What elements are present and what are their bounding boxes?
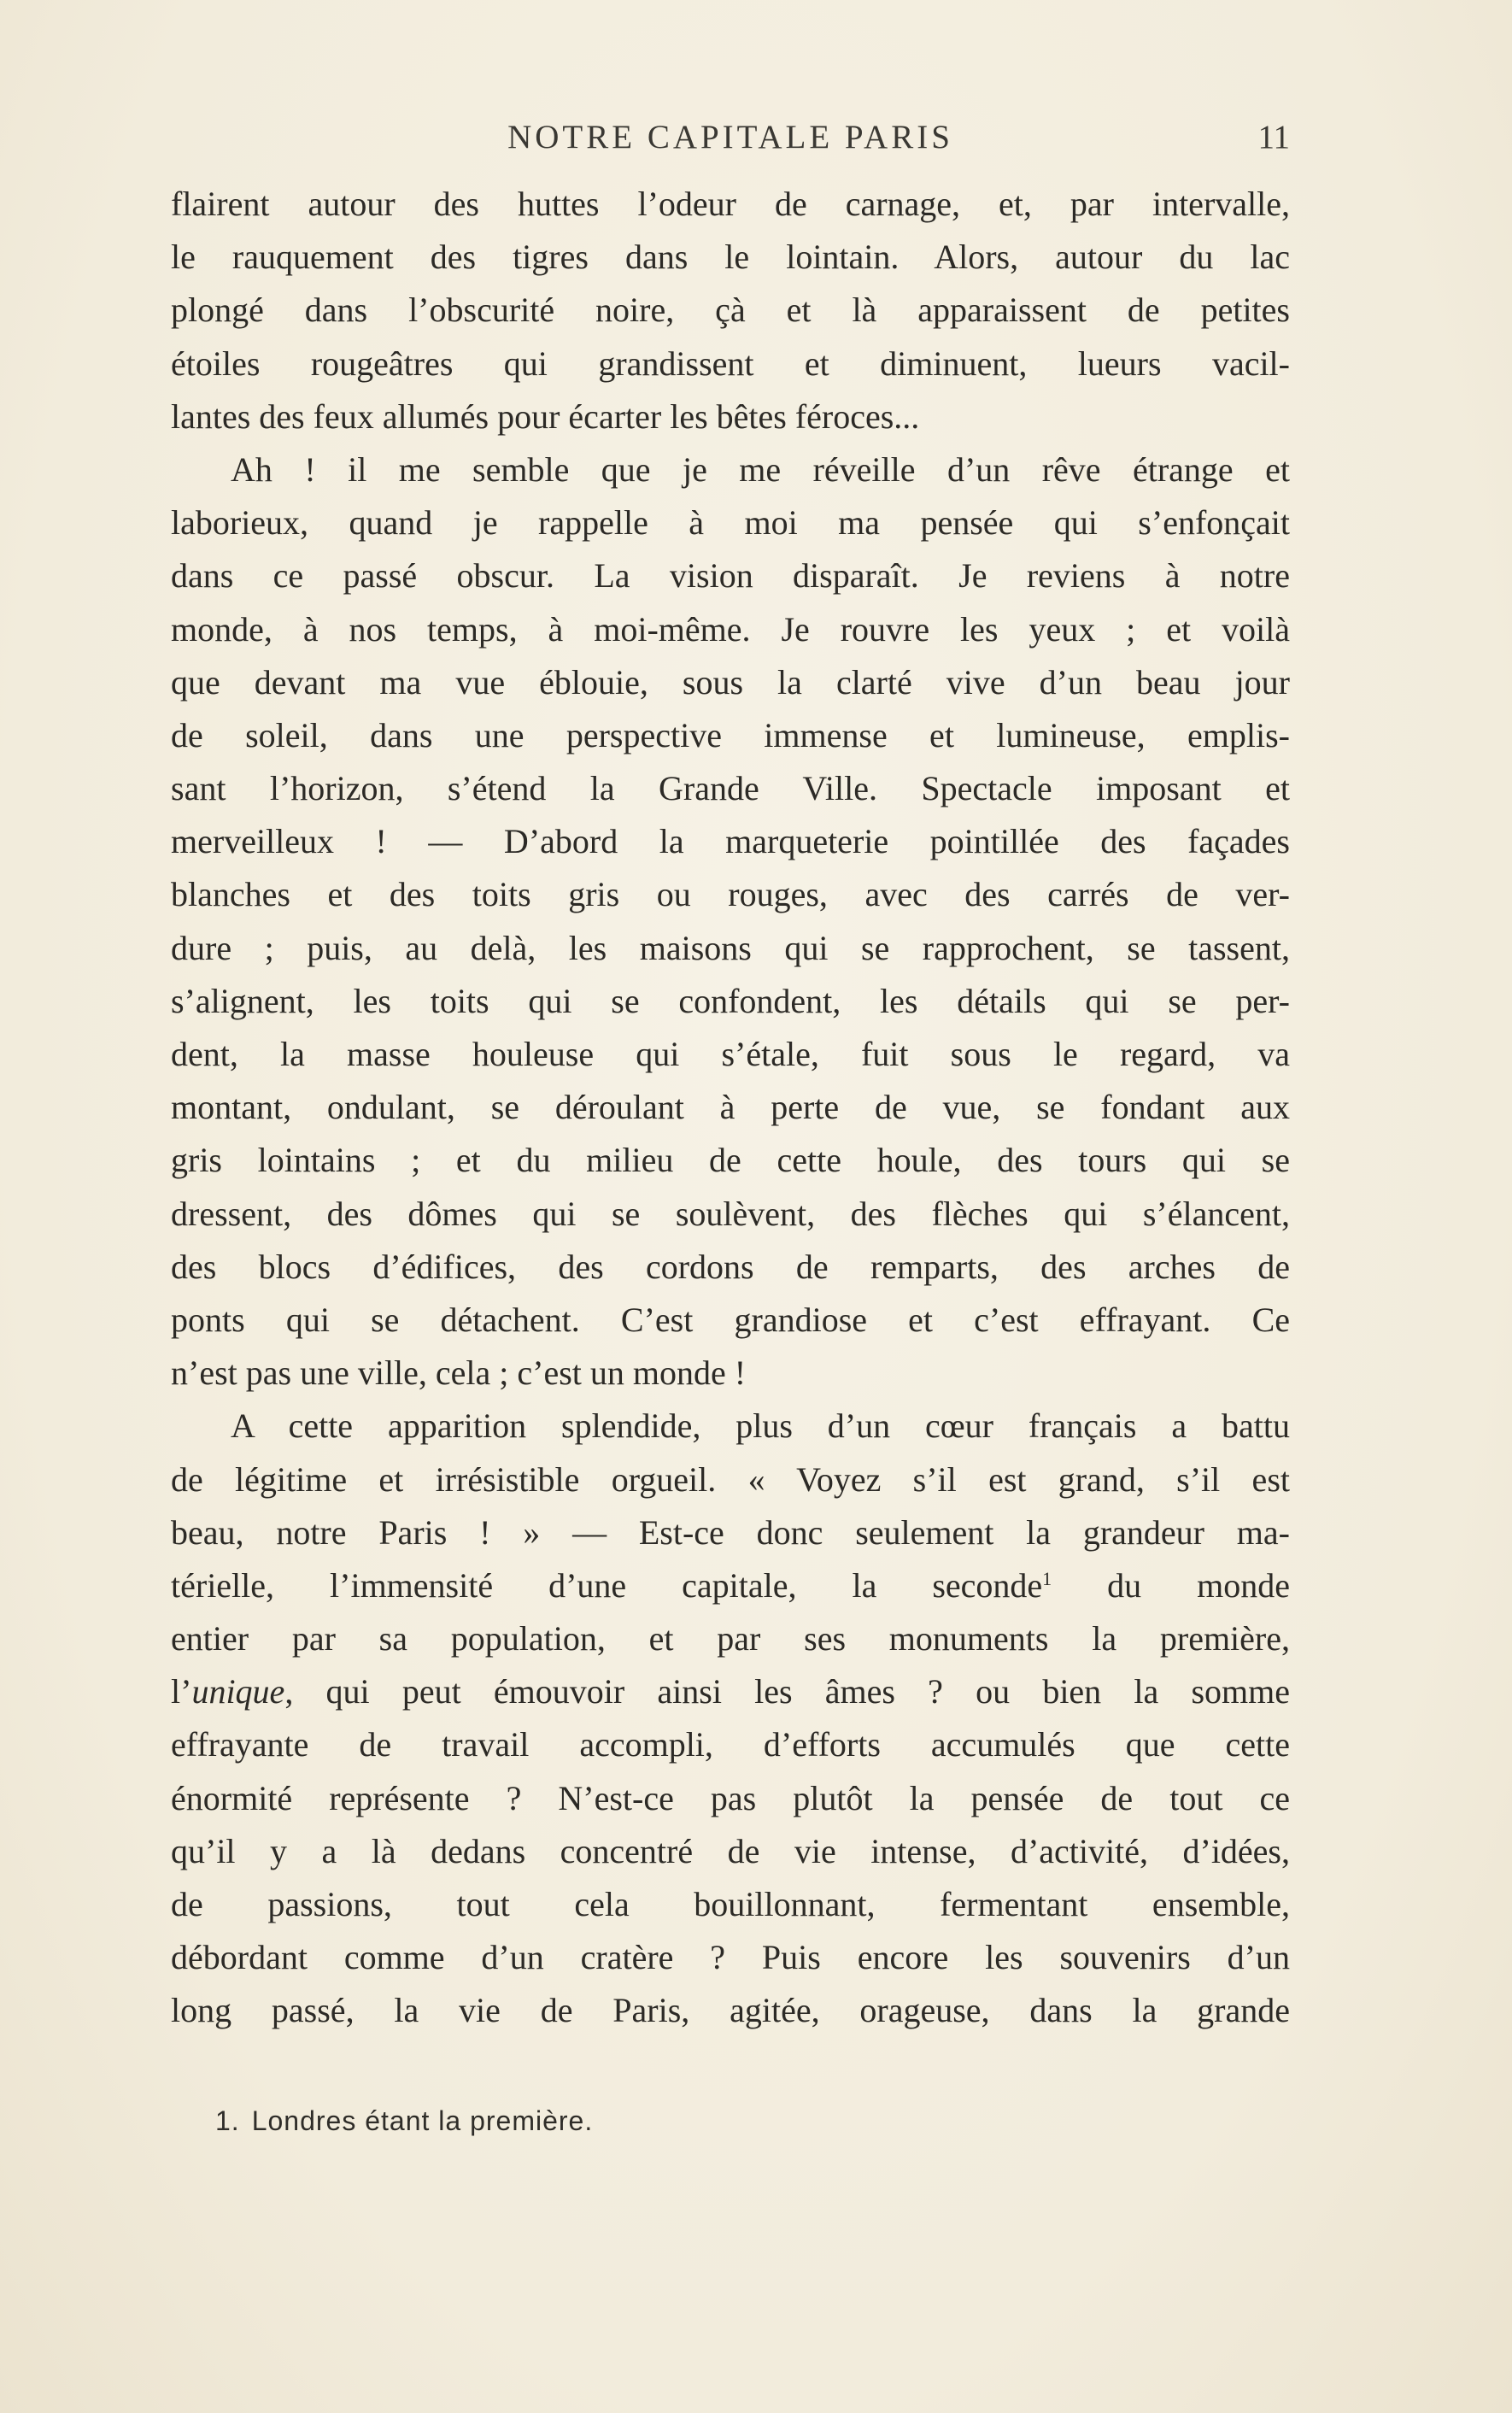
text-line: de légitime et irrésistible orgueil. « Voyez s’il est grand, s’il est <box>171 1459 1290 1499</box>
text-line: dressent, des dômes qui se soulèvent, des flèches qui s’élancent, <box>171 1194 1290 1233</box>
body-text <box>171 178 1290 2038</box>
text-line: débordant comme d’un cratère ? Puis encore les souvenirs d’un <box>171 1938 1290 1977</box>
text-fragment: du monde <box>1107 1565 1290 1605</box>
text-line: dent, la masse houleuse qui s’étale, fuit sous le regard, va <box>171 1035 1290 1073</box>
running-title: NOTRE CAPITALE PARIS <box>507 119 953 156</box>
text-line: monde, à nos temps, à moi-même. Je rouvre les yeux ; et voilà <box>171 609 1290 649</box>
text-line: dure ; puis, au delà, les maisons qui se rapprochent, se tassent, <box>171 928 1290 967</box>
text-line: dans ce passé obscur. La vision disparaît. Je reviens à notre <box>171 556 1290 596</box>
text-line: laborieux, quand je rappelle à moi ma pensée qui s’enfonçait <box>171 503 1290 543</box>
text-line: montant, ondulant, se déroulant à perte de vue, se fondant aux <box>171 1088 1290 1127</box>
text-line: de passions, tout cela bouillonnant, fermentant ensemble, <box>171 1885 1290 1923</box>
text-line: des blocs d’édifices, des cordons de remparts, des arches de <box>171 1247 1290 1286</box>
text-line: qu’il y a là dedans concentré de vie intense, d’activité, d’idées, <box>171 1831 1290 1870</box>
text-line: Ah ! il me semble que je me réveille d’un rêve étrange et <box>231 449 1290 489</box>
text-line: plongé dans l’obscurité noire, çà et là apparaissent de petites <box>171 291 1290 330</box>
text-line: sant l’horizon, s’étend la Grande Ville. Spectacle imposant et <box>171 769 1290 808</box>
footnote <box>215 2105 593 2137</box>
text-line: blanches et des toits gris ou rouges, avec des carrés de ver- <box>171 875 1290 914</box>
text-line: n’est pas une ville, cela ; c’est un monde ! <box>171 1353 747 1393</box>
text-line: lantes des feux allumés pour écarter les bêtes féroces... <box>171 396 920 436</box>
text-line: étoiles rougeâtres qui grandissent et diminuent, lueurs vacil- <box>171 343 1290 383</box>
text-line-with-italic <box>171 1665 1290 1718</box>
italic-word: unique <box>191 1672 285 1711</box>
text-fragment: , qui peut émouvoir ainsi les âmes ? ou bien la somme <box>284 1672 1290 1711</box>
text-line: effrayante de travail accompli, d’efforts accumulés que cette <box>171 1725 1290 1764</box>
text-line: énormité représente ? N’est-ce pas plutôt la pensée de tout ce <box>171 1778 1290 1817</box>
text-line: flairent autour des huttes l’odeur de carnage, et, par intervalle, <box>171 185 1290 223</box>
text-line: gris lointains ; et du milieu de cette houle, des tours qui se <box>171 1141 1290 1180</box>
page-number: 11 <box>1257 119 1290 156</box>
footnote-number: 1. <box>215 2105 240 2136</box>
text-line: s’alignent, les toits qui se confondent, les détails qui se per- <box>171 981 1290 1020</box>
text-fragment: l’ <box>171 1672 192 1711</box>
text-line-with-footnote <box>171 1559 1290 1612</box>
text-line: de soleil, dans une perspective immense et lumineuse, emplis- <box>171 715 1290 754</box>
running-head <box>171 118 1290 161</box>
text-line: le rauquement des tigres dans le lointain. Alors, autour du lac <box>171 238 1290 277</box>
text-line: ponts qui se détachent. C’est grandiose et c’est effrayant. Ce <box>171 1300 1290 1339</box>
text-line: que devant ma vue éblouie, sous la clarté vive d’un beau jour <box>171 662 1290 702</box>
text-fragment: térielle, l’immensité d’une capitale, la seconde <box>171 1565 1043 1605</box>
text-line: A cette apparition splendide, plus d’un cœur français a battu <box>231 1406 1290 1446</box>
text-line: merveilleux ! — D’abord la marqueterie pointillée des façades <box>171 822 1290 861</box>
footnote-reference: 1 <box>1042 1567 1052 1589</box>
footnote-text: Londres étant la première. <box>251 2105 594 2136</box>
text-line: entier par sa population, et par ses monuments la première, <box>171 1619 1290 1659</box>
text-line: beau, notre Paris ! » — Est-ce donc seulement la grandeur ma- <box>171 1512 1290 1552</box>
text-line: long passé, la vie de Paris, agitée, orageuse, dans la grande <box>171 1991 1290 2030</box>
